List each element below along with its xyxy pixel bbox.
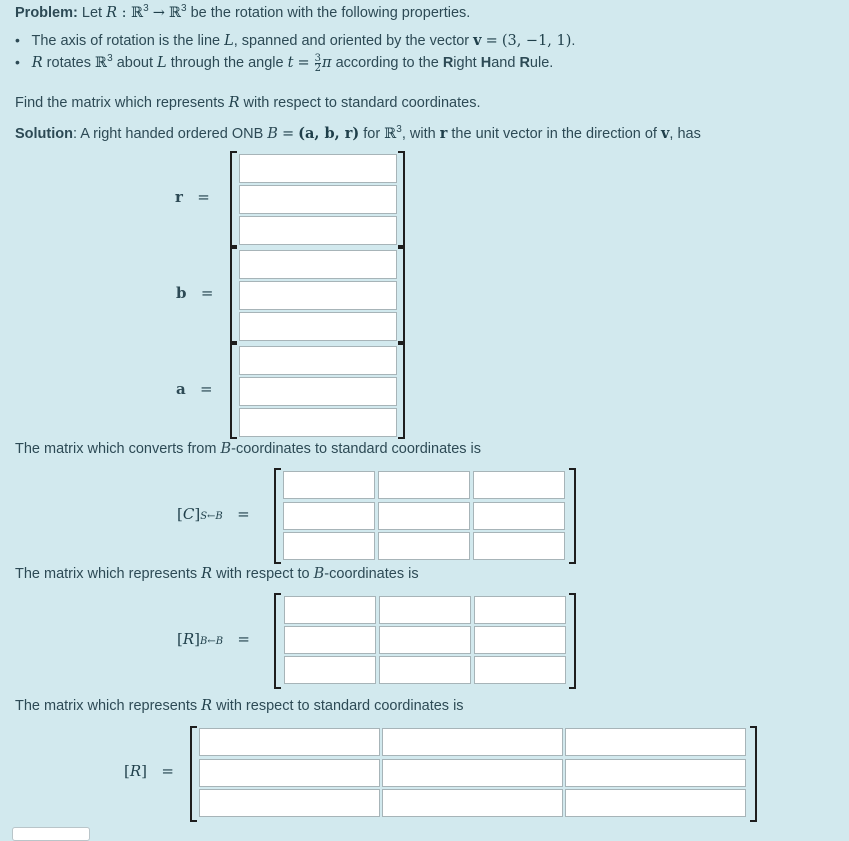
solution-heading: Solution (15, 125, 73, 142)
matrix-r-cell-1-3[interactable] (565, 728, 746, 756)
matrix-r-cell-1-1[interactable] (199, 728, 380, 756)
vector-a-right-bracket (398, 343, 405, 439)
find-statement: Find the matrix which represents R with respect to standard coordinates. (15, 95, 481, 111)
matrix-r-cell-3-3[interactable] (565, 789, 746, 817)
matrix-c-cell-3-2[interactable] (378, 532, 470, 560)
bullet-axis: • The axis of rotation is the line L, spanned and oriented by the vector v = (3, −1, 1). (15, 32, 576, 49)
matrix-rb-cell-3-1[interactable] (284, 656, 376, 684)
matrix-r-label: [R] = (124, 762, 174, 780)
matrix-rb-cell-1-1[interactable] (284, 596, 376, 624)
vector-b-right-bracket (398, 247, 405, 343)
represents-b-statement: The matrix which represents R with respect to B-coordinates is (15, 566, 419, 582)
problem-heading: Problem: (15, 4, 78, 21)
matrix-r-cell-1-2[interactable] (382, 728, 563, 756)
vector-v: (3, −1, 1) (501, 33, 572, 49)
matrix-c-cell-2-2[interactable] (378, 502, 470, 530)
vector-a-entry-3[interactable] (239, 408, 397, 437)
matrix-r-left-bracket (190, 726, 197, 822)
converts-statement: The matrix which converts from B-coordinates to standard coordinates is (15, 441, 482, 457)
matrix-rb-cell-1-2[interactable] (379, 596, 471, 624)
matrix-rb-cell-2-3[interactable] (474, 626, 566, 654)
matrix-c-cell-3-3[interactable] (473, 532, 565, 560)
matrix-c-label: [C]S←B = (177, 505, 250, 523)
submit-button[interactable] (12, 827, 90, 841)
vector-b-entry-1[interactable] (239, 250, 397, 279)
vector-b-entry-3[interactable] (239, 312, 397, 341)
matrix-c-cell-3-1[interactable] (283, 532, 375, 560)
matrix-c-cell-2-1[interactable] (283, 502, 375, 530)
matrix-c-cell-1-3[interactable] (473, 471, 565, 499)
matrix-r-cell-2-1[interactable] (199, 759, 380, 787)
vector-b-entry-2[interactable] (239, 281, 397, 310)
vector-r-entry-1[interactable] (239, 154, 397, 183)
vector-a-entry-1[interactable] (239, 346, 397, 375)
vector-a-left-bracket (230, 343, 237, 439)
vector-a-label: a = (176, 380, 213, 398)
matrix-r-right-bracket (750, 726, 757, 822)
problem-statement: Problem: Let R : ℝ$^3$ → ℝ$^3$ be the rotation with the following properties. (15, 3, 471, 21)
matrix-rb-cell-3-2[interactable] (379, 656, 471, 684)
vector-a-entry-2[interactable] (239, 377, 397, 406)
matrix-rb-cell-3-3[interactable] (474, 656, 566, 684)
matrix-c-cell-1-1[interactable] (283, 471, 375, 499)
vector-r-right-bracket (398, 151, 405, 247)
matrix-rb-cell-1-3[interactable] (474, 596, 566, 624)
matrix-r-cell-3-1[interactable] (199, 789, 380, 817)
vector-r-label: r = (175, 188, 210, 206)
solution-statement: Solution: A right handed ordered ONB B = (a, b, r) for ℝ$^3$, with r the unit vector in the direction of v, has (15, 124, 701, 142)
vector-b-label: b = (176, 284, 214, 302)
matrix-rb-label: [R]B←B = (177, 630, 250, 648)
matrix-c-cell-1-2[interactable] (378, 471, 470, 499)
represents-std-statement: The matrix which represents R with respect to standard coordinates is (15, 698, 464, 714)
matrix-r-cell-3-2[interactable] (382, 789, 563, 817)
vector-r-entry-2[interactable] (239, 185, 397, 214)
matrix-rb-right-bracket (569, 593, 576, 689)
vector-r-entry-3[interactable] (239, 216, 397, 245)
matrix-rb-left-bracket (274, 593, 281, 689)
matrix-rb-cell-2-1[interactable] (284, 626, 376, 654)
angle-fraction: $\frac{3}{2}$ (314, 52, 322, 74)
matrix-c-left-bracket (274, 468, 281, 564)
matrix-r-cell-2-3[interactable] (565, 759, 746, 787)
matrix-r-cell-2-2[interactable] (382, 759, 563, 787)
matrix-c-right-bracket (569, 468, 576, 564)
vector-r-left-bracket (230, 151, 237, 247)
matrix-rb-cell-2-2[interactable] (379, 626, 471, 654)
bullet-rotation: • R rotates ℝ$^3$ about L through the angle t = $\frac{3}{2}$ π according to the Right Hand Rule. (15, 52, 554, 74)
matrix-c-cell-2-3[interactable] (473, 502, 565, 530)
vector-b-left-bracket (230, 247, 237, 343)
